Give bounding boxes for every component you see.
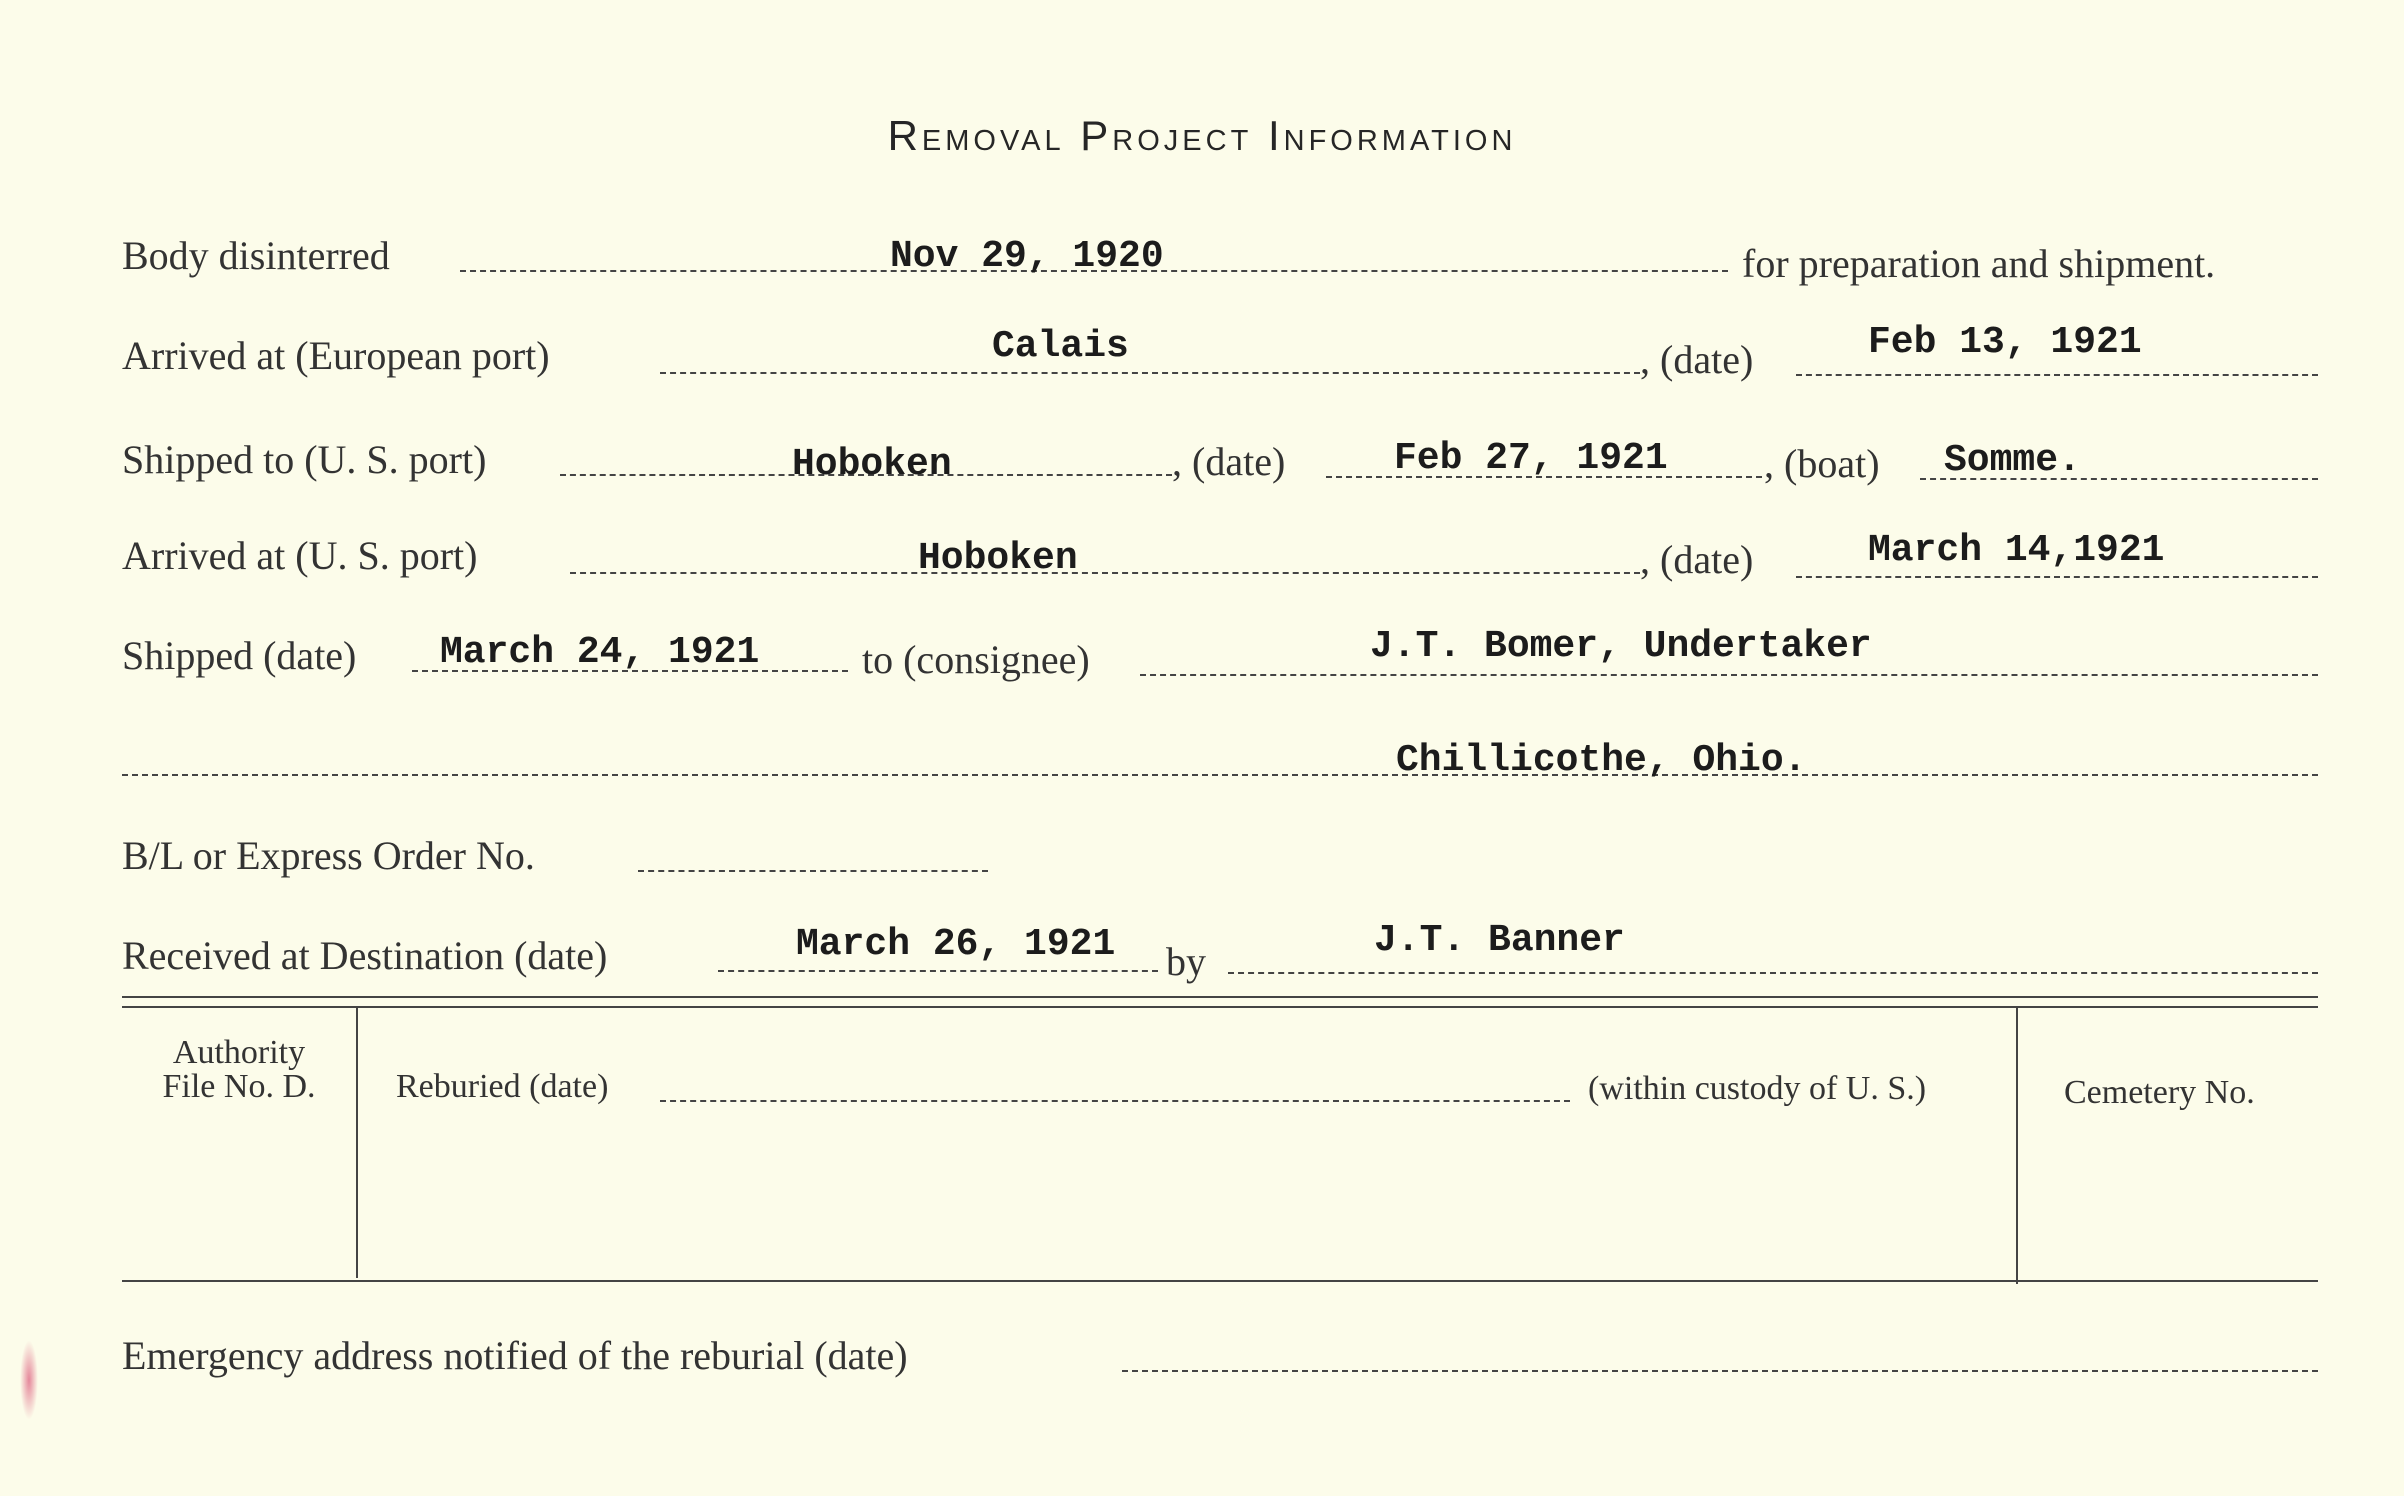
box-divider-right	[2016, 1008, 2018, 1284]
authority-label-line1: Authority	[172, 1034, 306, 1071]
arrived-us-date-label: , (date)	[1640, 537, 1754, 582]
ink-stain	[20, 1340, 38, 1420]
arrived-us-line	[570, 572, 1640, 574]
box-bottom-rule	[122, 1280, 2318, 1282]
form-title: Removal Project Information	[887, 112, 1517, 159]
reburied-label: Reburied (date)	[396, 1068, 609, 1105]
received-by-line	[1228, 972, 2318, 974]
box-top-rule-1	[122, 996, 2318, 998]
bl-order-label: B/L or Express Order No.	[122, 833, 535, 878]
received-line	[718, 970, 1158, 972]
arrived-european-line	[660, 372, 1640, 374]
arrived-european-date-line	[1796, 374, 2318, 376]
custody-label: (within custody of U. S.)	[1588, 1070, 1927, 1107]
shipped-us-label: Shipped to (U. S. port)	[122, 437, 487, 482]
arrived-us-date-line	[1796, 576, 2318, 578]
consignee-address: Chillicothe, Ohio.	[1396, 739, 1807, 782]
received-label: Received at Destination (date)	[122, 933, 608, 978]
received-by-label: by	[1166, 939, 1206, 984]
consignee-line	[1140, 674, 2318, 676]
disinterred-label: Body disinterred	[122, 233, 390, 278]
arrived-us-value: Hoboken	[918, 537, 1078, 580]
arrived-us-label: Arrived at (U. S. port)	[122, 533, 478, 578]
disinterred-suffix: for preparation and shipment.	[1742, 241, 2216, 286]
arrived-european-label: Arrived at (European port)	[122, 333, 550, 378]
received-by-value: J.T. Banner	[1374, 919, 1625, 962]
shipped-us-boat-label: , (boat)	[1764, 441, 1880, 486]
reburied-line	[660, 1100, 1570, 1102]
arrived-european-date-label: , (date)	[1640, 337, 1754, 382]
box-divider-left	[356, 1008, 358, 1278]
shipped-date-label: Shipped (date)	[122, 633, 357, 678]
shipped-us-boat-value: Somme.	[1944, 439, 2081, 482]
shipped-us-date-value: Feb 27, 1921	[1394, 437, 1668, 480]
bl-order-line	[638, 870, 988, 872]
arrived-european-date-value: Feb 13, 1921	[1868, 321, 2142, 364]
consignee-label: to (consignee)	[862, 637, 1090, 682]
box-top-rule-2	[122, 1006, 2318, 1008]
cemetery-label: Cemetery No.	[2064, 1074, 2255, 1111]
disinterred-value: Nov 29, 1920	[890, 235, 1164, 278]
arrived-us-date-value: March 14,1921	[1868, 529, 2165, 572]
arrived-european-value: Calais	[992, 325, 1129, 368]
consignee-line-2	[122, 774, 2318, 776]
emergency-label: Emergency address notified of the reburial (date)	[122, 1333, 908, 1378]
consignee-value: J.T. Bomer, Undertaker	[1370, 625, 1872, 668]
emergency-line	[1122, 1370, 2318, 1372]
shipped-us-date-label: , (date)	[1172, 439, 1286, 484]
authority-label-line2: File No. D.	[162, 1068, 316, 1105]
shipped-us-value: Hoboken	[792, 443, 952, 486]
shipped-date-value: March 24, 1921	[440, 631, 760, 674]
received-value: March 26, 1921	[796, 923, 1116, 966]
